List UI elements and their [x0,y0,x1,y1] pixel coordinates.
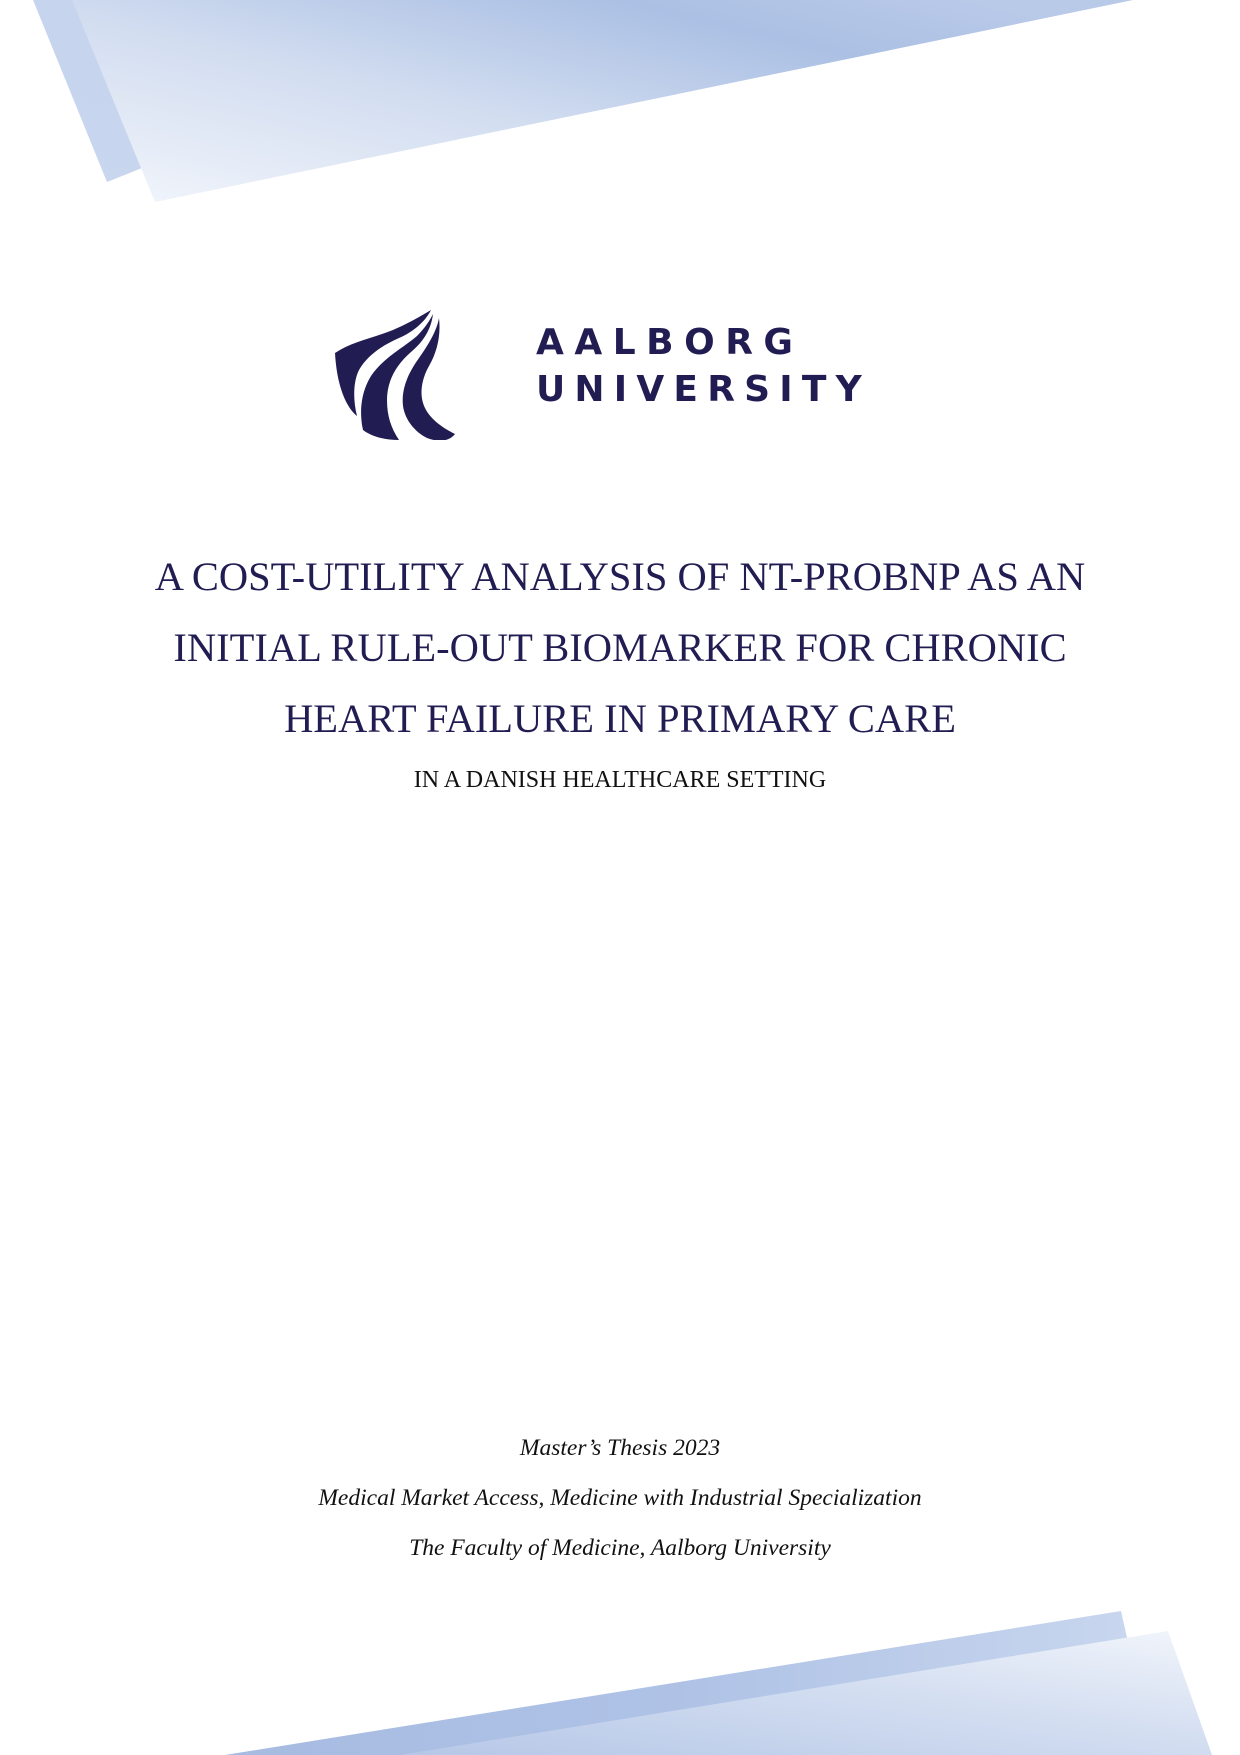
title-line-3: HEART FAILURE IN PRIMARY CARE [284,696,956,741]
logo-wordmark-university: UNIVERSITY [536,369,871,410]
logo-wordmark-aalborg: AALBORG [536,322,804,363]
top-front-shape [72,0,1133,202]
aalborg-wave-logo-icon [333,308,458,440]
faculty-name: The Faculty of Medicine, Aalborg University [409,1535,831,1561]
thesis-label: Master’s Thesis 2023 [519,1435,721,1461]
title-line-2: INITIAL RULE-OUT BIOMARKER FOR CHRONIC [173,625,1067,670]
top-back-shape [33,0,560,182]
thesis-meta [60,1423,1180,1573]
bottom-front-shape [400,1631,1212,1755]
program-name: Medical Market Access, Medicine with Industrial Specialization [318,1485,922,1511]
thesis-subtitle: IN A DANISH HEALTHCARE SETTING [413,767,827,793]
thesis-title [60,541,1180,754]
bottom-back-shape [225,1611,1132,1755]
title-line-1: A COST-UTILITY ANALYSIS OF NT-PROBNP AS AN [154,554,1086,599]
